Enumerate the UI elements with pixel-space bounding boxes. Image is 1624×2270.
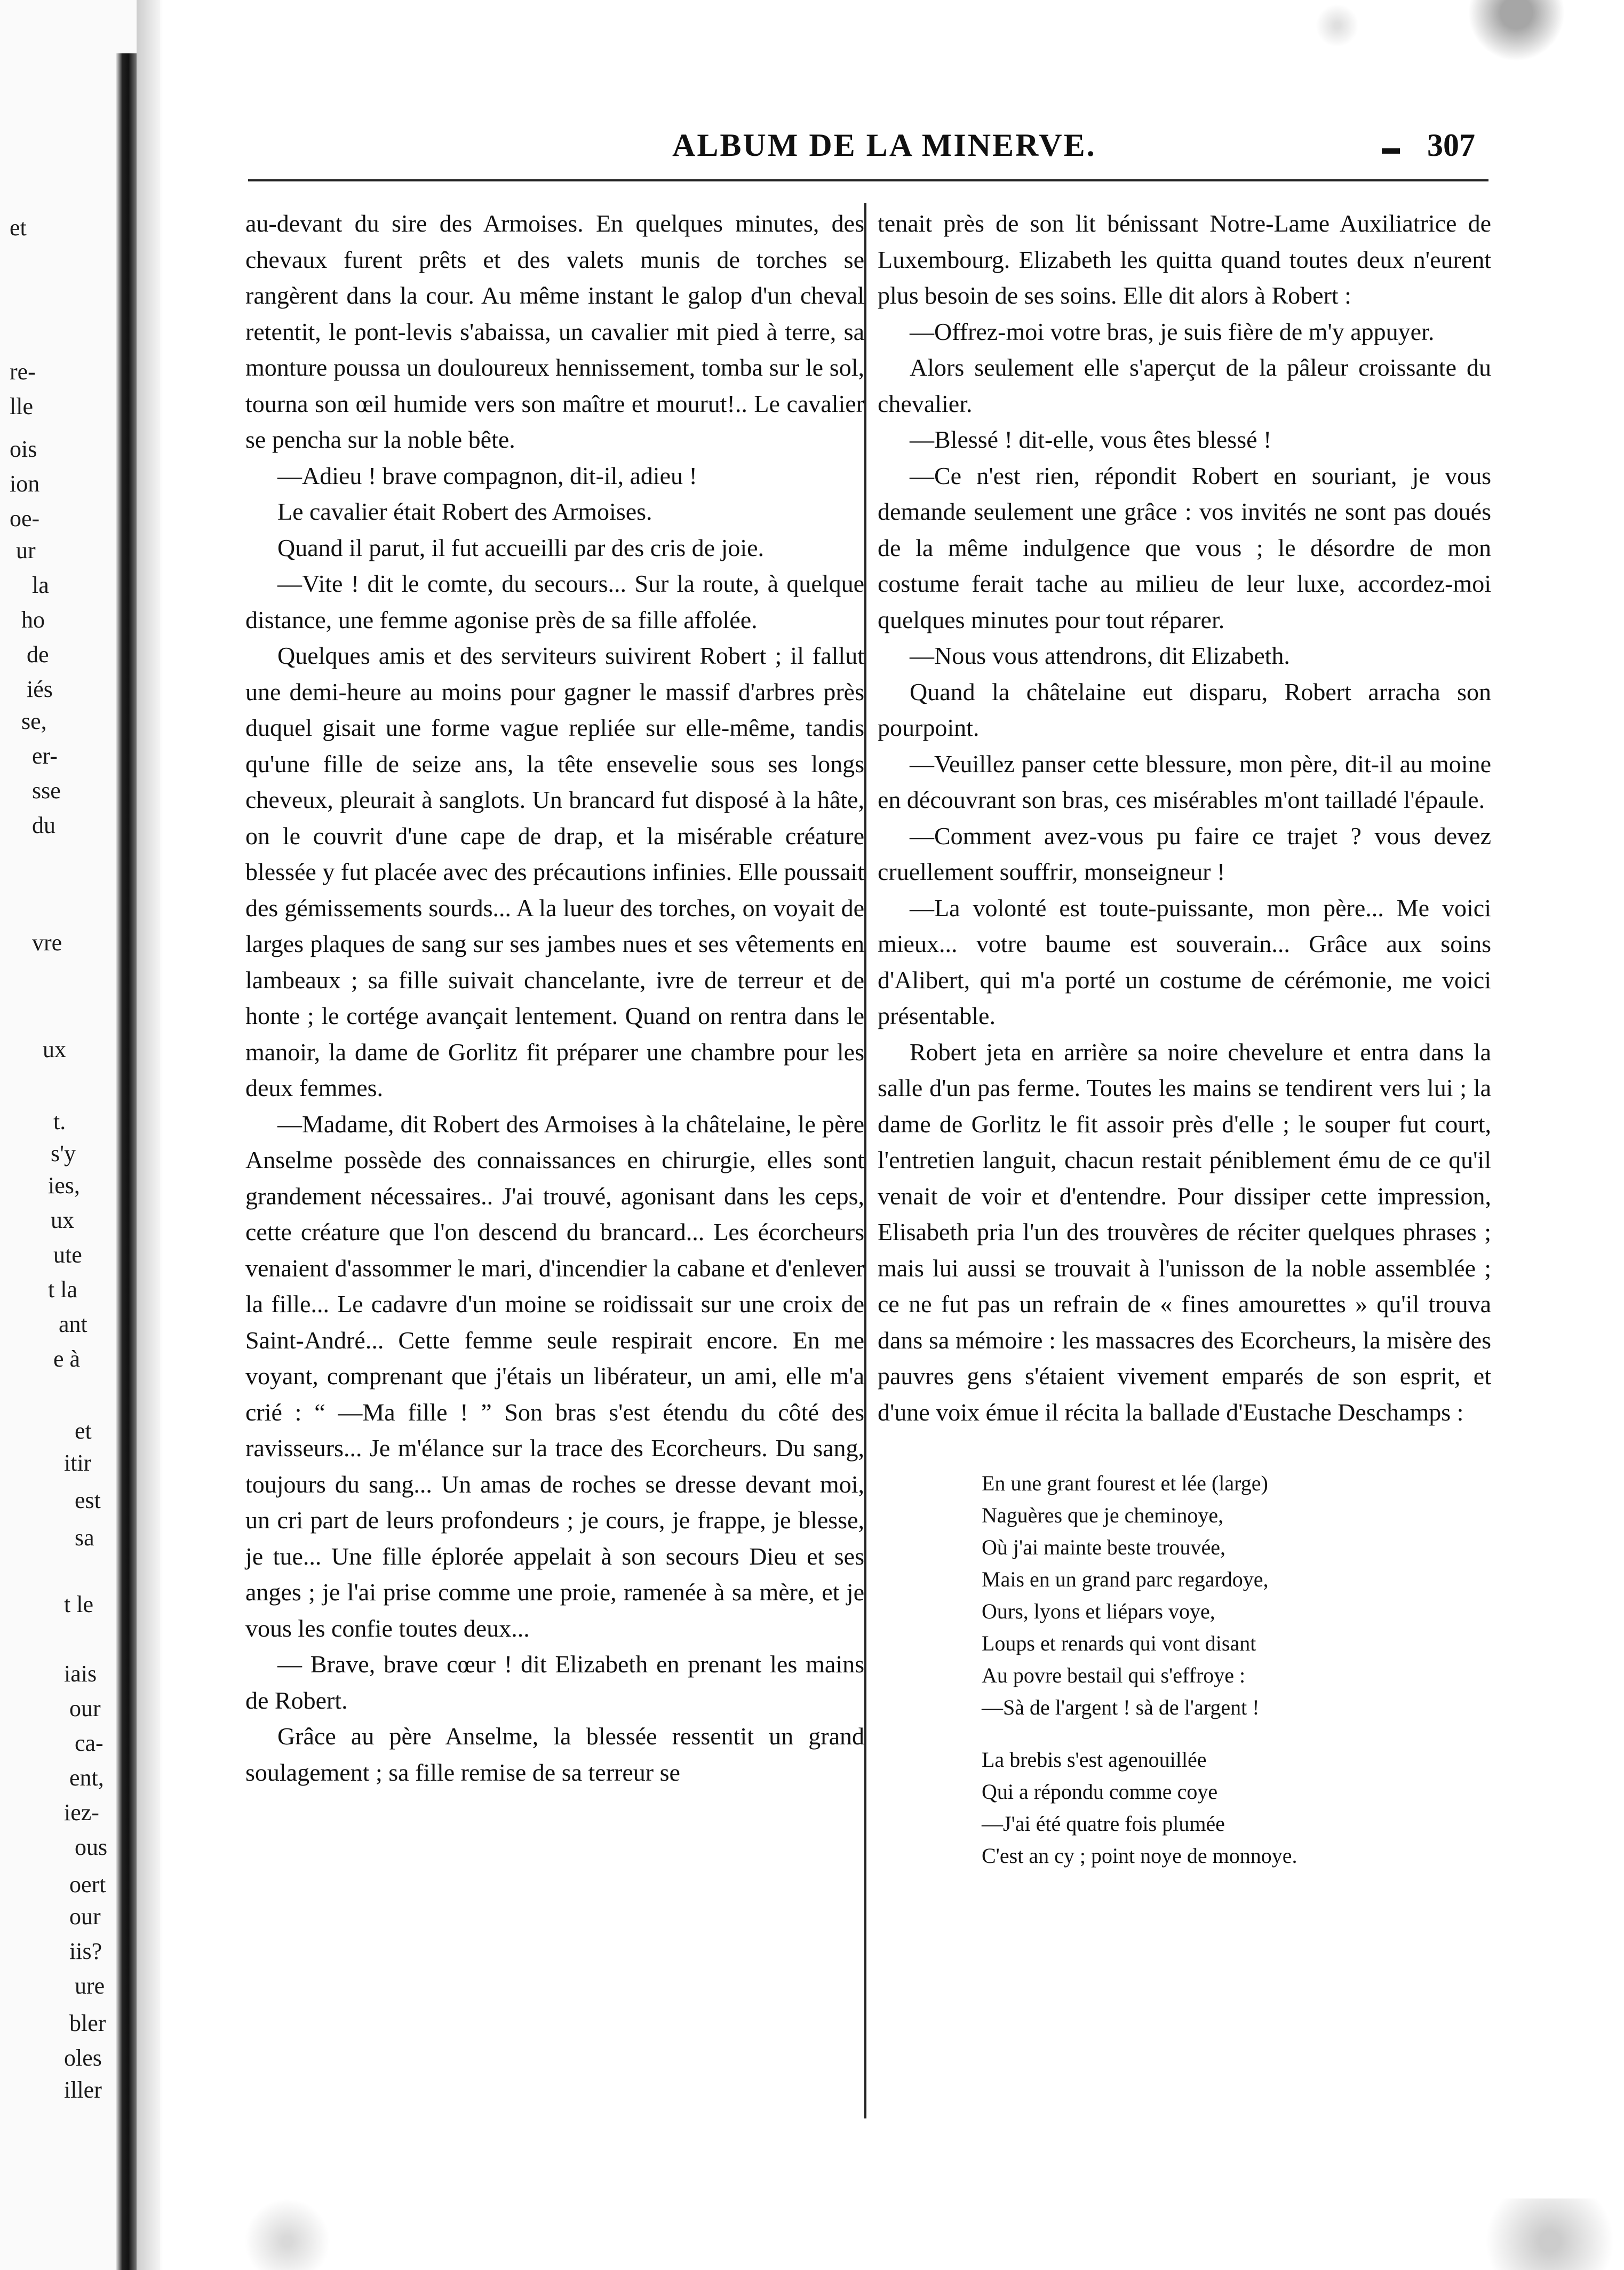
paragraph: au-devant du sire des Armoises. En quelques minutes, des chevaux furent prêts et des valets munis de torches se rangèrent dans la cour. Au même instant le galop d'un cheval retentit, le pont-levis s'abaissa, un cavalier mit pied à terre, sa monture poussa un douloureux hennissement, tomba sur le sol, tourna son œil humide vers son maître et mourut!.. Le cavalier se pencha sur la noble bête. — [245, 210, 864, 453]
previous-page-fragment: iller — [64, 2077, 102, 2103]
poem-stanza — [982, 1744, 1491, 1872]
previous-page-fragment: est — [75, 1487, 101, 1513]
paragraph: Quand la châtelaine eut disparu, Robert arracha son pourpoint. — [878, 678, 1491, 741]
previous-page-fragment: er- — [32, 743, 58, 769]
previous-page-fragment: t la — [48, 1276, 77, 1303]
spine-gutter-shade — [137, 0, 163, 2270]
previous-page-fragment: de — [27, 641, 49, 668]
poem-line: Ours, lyons et liépars voye, — [982, 1599, 1215, 1623]
paragraph: —Offrez-moi votre bras, je suis fière de m'y appuyer. — [910, 318, 1435, 345]
previous-page-fragment: ute — [53, 1242, 82, 1268]
column-divider — [864, 203, 866, 2118]
previous-page-fragment: du — [32, 812, 55, 838]
previous-page-fragment: et — [75, 1418, 92, 1444]
scan-noise-bottom — [139, 2198, 1624, 2270]
previous-page-fragment: iis? — [69, 1938, 102, 1964]
previous-page-fragment: our — [69, 1903, 101, 1930]
poem-line: Mais en un grand parc regardoye, — [982, 1567, 1269, 1591]
header-dash — [1382, 148, 1400, 154]
scan-noise-top — [907, 0, 1624, 64]
previous-page-fragment: ant — [59, 1311, 87, 1337]
book-spine-shadow — [116, 53, 137, 2270]
left-column — [245, 205, 864, 1790]
paragraph: Alors seulement elle s'aperçut de la pâleur croissante du chevalier. — [878, 354, 1491, 417]
poem-line: Qui a répondu comme coye — [982, 1780, 1218, 1804]
paragraph: —Veuillez panser cette blessure, mon père, dit-il au moine en découvrant son bras, ces misérables m'ont tailladé l'épaule. — [878, 750, 1491, 813]
paragraph: —Comment avez-vous pu faire ce trajet ? vous devez cruellement souffrir, monseigneur ! — [878, 822, 1491, 885]
previous-page-fragment: sse — [32, 777, 61, 804]
poem-line: —Sà de l'argent ! sà de l'argent ! — [982, 1695, 1260, 1719]
previous-page-fragment: ent, — [69, 1765, 104, 1791]
paragraph: Robert jeta en arrière sa noire chevelure et entra dans la salle d'un pas ferme. Toutes les mains se tendirent vers lui ; la dame de Gorlitz le fit assoir près d'elle ; le souper fut court, l'entretien languit, chacun restait péniblement ému de ce qu'il venait de voir et d'entendre. Pour dissiper cette impression, Elisabeth pria l'un des trouvères de réciter quelques phrases ; mais lui aussi se trouvait à l'unisson de la noble assemblée ; ce ne fut pas un refrain de « fines amourettes » qu'il trouva dans sa mémoire : les massacres des Ecorcheurs, la misère des pauvres gens s'étaient vivement emparés de son esprit, et d'une voix émue il récita la ballade d'Eustache Deschamps : — [878, 1038, 1491, 1426]
previous-page-fragment: iais — [64, 1661, 97, 1687]
previous-page-fragment: ois — [10, 436, 37, 462]
previous-page-fragment: t. — [53, 1108, 66, 1134]
paragraph: Quand il parut, il fut accueilli par des cris de joie. — [277, 534, 765, 561]
paragraph: Le cavalier était Robert des Armoises. — [277, 498, 652, 525]
previous-page-fragment: s'y — [51, 1140, 76, 1166]
poem-stanza — [982, 1467, 1491, 1724]
paragraph: —Nous vous attendrons, dit Elizabeth. — [910, 642, 1290, 669]
previous-page-fragment: ur — [16, 537, 36, 563]
previous-page-fragment: ion — [10, 471, 40, 497]
poem-line: Où j'ai mainte beste trouvée, — [982, 1535, 1226, 1559]
previous-page-fragment: et — [10, 215, 27, 241]
poem-line: La brebis s'est agenouillée — [982, 1748, 1207, 1772]
previous-page-fragment: ux — [43, 1036, 66, 1062]
previous-page-fragment: itir — [64, 1450, 92, 1476]
previous-page-fragment: lle — [10, 393, 33, 419]
header-rule — [248, 179, 1488, 181]
journal-title: ALBUM DE LA MINERVE. — [672, 128, 1096, 163]
paragraph: —Adieu ! brave compagnon, dit-il, adieu ! — [277, 462, 697, 489]
paragraph: tenait près de son lit bénissant Notre-Lame Auxiliatrice de Luxembourg. Elizabeth les quitta quand toutes deux n'eurent plus besoin de ses soins. Elle dit alors à Robert : — [878, 210, 1491, 309]
previous-page-fragment: ca- — [75, 1730, 104, 1756]
paragraph: —Madame, dit Robert des Armoises à la châtelaine, le père Anselme possède des connaissances en chirurgie, elles sont grandement nécessaires.. J'ai trouvé, agonisant dans les ceps, cette créature que l'on descend du brancard... Les écorcheurs venaient d'assommer le mari, d'incendier la cabane et d'enlever la fille... Le cadavre d'un moine se roidissait sur une croix de Saint-André... Cette femme seule respirait encore. En me voyant, comprenant que j'étais un libérateur, un ami, elle m'a crié : “ —Ma fille ! ” Son bras s'est étendu du côté des ravisseurs... Je m'élance sur la trace des Ecorcheurs. Du sang, toujours du sang... Un amas de roches se dresse devant moi, un cri part de leurs profondeurs ; je cours, je frappe, je blesse, je tue... Une fille éplorée appelait à son secours Dieu et ses anges ; je l'ai prise comme une proie, ramenée à sa mère, et je vous les confie toutes deux... — [245, 1110, 864, 1642]
paragraph: —Blessé ! dit-elle, vous êtes blessé ! — [910, 426, 1272, 453]
paragraph: Quelques amis et des serviteurs suivirent Robert ; il fallut une demi-heure au moins pour gagner le massif d'arbres près duquel gisait une forme vague repliée sur elle-même, tandis qu'une fille de seize ans, la tête ensevelie sous ses longs cheveux, pleurait à sanglots. Un brancard fut disposé à la hâte, on le couvrit d'une cape de drap, et la misérable créature blessée y fut placée avec des précautions infinies. Elle poussait des gémissements sourds... A la lueur des torches, on voyait de larges plaques de sang sur ses jambes nues et ses vêtements en lambeaux ; sa fille suivait chancelante, ivre de terreur et de honte ; le cortége avançait lentement. Quand on rentra dans le manoir, la dame de Gorlitz fit préparer une chambre pour les deux femmes. — [245, 642, 864, 1101]
poem-line: En une grant fourest et lée (large) — [982, 1471, 1268, 1495]
paragraph: —La volonté est toute-puissante, mon père... Me voici mieux... votre baume est souverain... Grâce aux soins d'Alibert, qui m'a porté un costume de cérémonie, me voici présentable. — [878, 894, 1491, 1029]
poem-line: Au povre bestail qui s'effroye : — [982, 1663, 1246, 1687]
previous-page-fragment: iez- — [64, 1799, 99, 1825]
previous-page-fragment: vre — [32, 930, 62, 956]
paragraph: —Ce n'est rien, répondit Robert en souriant, je vous demande seulement une grâce : vos invités ne sont pas doués de la même indulgence que vous ; le désordre de mon costume ferait tache au milieu de leur luxe, accordez-moi quelques minutes pour tout réparer. — [878, 462, 1491, 633]
previous-page-fragment: our — [69, 1695, 101, 1721]
previous-page-fragment: oert — [69, 1871, 106, 1898]
right-column — [878, 205, 1491, 1892]
previous-page-fragment: t le — [64, 1591, 93, 1617]
previous-page-fragment: ho — [21, 607, 45, 633]
previous-page-fragment: ure — [75, 1973, 105, 1999]
page-number: 307 — [1427, 128, 1475, 163]
previous-page-fragment: e à — [53, 1346, 81, 1372]
poem-line: C'est an cy ; point noye de monnoye. — [982, 1844, 1297, 1868]
previous-page-fragment: ies, — [48, 1172, 80, 1199]
previous-page-fragment: sa — [75, 1525, 94, 1551]
previous-page-fragment: oles — [64, 2045, 102, 2071]
previous-page-fragment: la — [32, 572, 49, 598]
ballad-poem — [982, 1467, 1491, 1872]
poem-line: Loups et renards qui vont disant — [982, 1631, 1256, 1655]
paragraph: — Brave, brave cœur ! dit Elizabeth en prenant les mains de Robert. — [245, 1650, 864, 1714]
previous-page-fragment: oe- — [10, 505, 40, 531]
previous-page-fragment: re- — [10, 359, 36, 385]
right-column-text — [878, 205, 1491, 1430]
paragraph: Grâce au père Anselme, la blessée ressentit un grand soulagement ; sa fille remise de sa terreur se — [245, 1723, 864, 1786]
poem-line: Naguères que je cheminoye, — [982, 1503, 1224, 1527]
poem-line: —J'ai été quatre fois plumée — [982, 1812, 1225, 1836]
previous-page-fragment: bler — [69, 2010, 106, 2036]
previous-page-fragment: ous — [75, 1834, 108, 1860]
previous-page-fragment: iés — [27, 676, 53, 702]
previous-page-fragment: se, — [21, 708, 47, 734]
paragraph: —Vite ! dit le comte, du secours... Sur la route, à quelque distance, une femme agonise près de sa fille affolée. — [245, 570, 864, 633]
previous-page-fragment: ux — [51, 1207, 74, 1233]
running-header — [245, 127, 1488, 170]
